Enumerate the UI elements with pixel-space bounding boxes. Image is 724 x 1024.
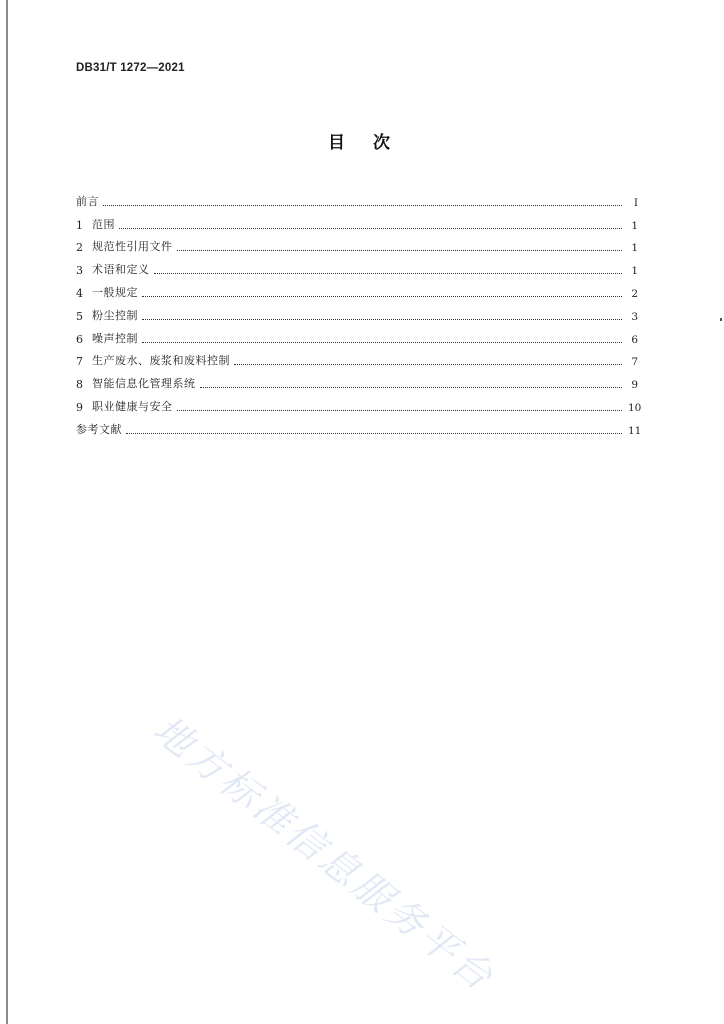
- toc-leader-dots: [103, 205, 622, 206]
- toc-leader-dots: [126, 433, 622, 434]
- page-edge-line: [6, 0, 8, 1024]
- toc-page-number: 1: [631, 219, 638, 232]
- toc-page-number: 1: [631, 265, 638, 278]
- toc-page-number: I: [633, 196, 638, 209]
- toc-page-number: 9: [631, 379, 638, 392]
- toc-number: 2: [76, 241, 83, 255]
- toc-entry-1[interactable]: [76, 209, 638, 232]
- toc-number: 6: [76, 332, 83, 346]
- document-code: DB31/T 1272—2021: [76, 62, 185, 74]
- toc-entry-4[interactable]: [76, 277, 638, 300]
- toc-label: 一般规定: [92, 285, 138, 299]
- toc-leader-dots: [234, 364, 622, 365]
- toc-leader-dots: [142, 296, 622, 297]
- toc-leader-dots: [119, 228, 622, 229]
- toc-page-number: 7: [631, 356, 638, 369]
- toc-number: 3: [76, 264, 83, 278]
- toc-entry-6[interactable]: [76, 323, 638, 346]
- toc-label: 前言: [76, 194, 99, 208]
- toc-label: 粉尘控制: [92, 308, 138, 322]
- toc-label: 职业健康与安全: [92, 399, 173, 413]
- toc-leader-dots: [142, 319, 622, 320]
- toc-leader-dots: [154, 273, 623, 274]
- toc-page-number: 6: [631, 333, 638, 346]
- toc-label: 术语和定义: [92, 263, 150, 277]
- toc-entry-references[interactable]: [76, 414, 642, 437]
- toc-entry-7[interactable]: [76, 346, 638, 369]
- toc-number: 8: [76, 378, 83, 392]
- table-of-contents: [76, 186, 642, 437]
- toc-page-number: 11: [628, 424, 642, 437]
- toc-label: 规范性引用文件: [92, 240, 173, 254]
- page-title: 目次: [328, 133, 418, 153]
- toc-leader-dots: [177, 410, 623, 411]
- toc-entry-3[interactable]: [76, 254, 638, 277]
- toc-entry-9[interactable]: [76, 391, 642, 414]
- toc-page-number: 3: [631, 310, 638, 323]
- scan-mark: [720, 318, 722, 321]
- toc-page-number: 10: [628, 401, 642, 414]
- toc-leader-dots: [200, 387, 623, 388]
- toc-number: 1: [76, 218, 83, 232]
- toc-number: 9: [76, 400, 83, 414]
- toc-number: 5: [76, 309, 83, 323]
- toc-number: 7: [76, 355, 83, 369]
- toc-entry-foreword[interactable]: [76, 186, 638, 209]
- toc-label: 参考文献: [76, 422, 122, 436]
- toc-entry-2[interactable]: [76, 232, 638, 255]
- toc-label: 噪声控制: [92, 331, 138, 345]
- toc-label: 生产废水、废浆和废料控制: [92, 354, 230, 368]
- toc-label: 智能信息化管理系统: [92, 377, 196, 391]
- toc-page-number: 2: [631, 287, 638, 300]
- watermark-text: 地方标准信息服务平台: [145, 707, 504, 1001]
- toc-entry-5[interactable]: [76, 300, 638, 323]
- toc-leader-dots: [177, 250, 623, 251]
- toc-entry-8[interactable]: [76, 368, 638, 391]
- toc-number: 4: [76, 286, 83, 300]
- toc-leader-dots: [142, 342, 622, 343]
- toc-page-number: 1: [631, 242, 638, 255]
- toc-label: 范围: [92, 217, 115, 231]
